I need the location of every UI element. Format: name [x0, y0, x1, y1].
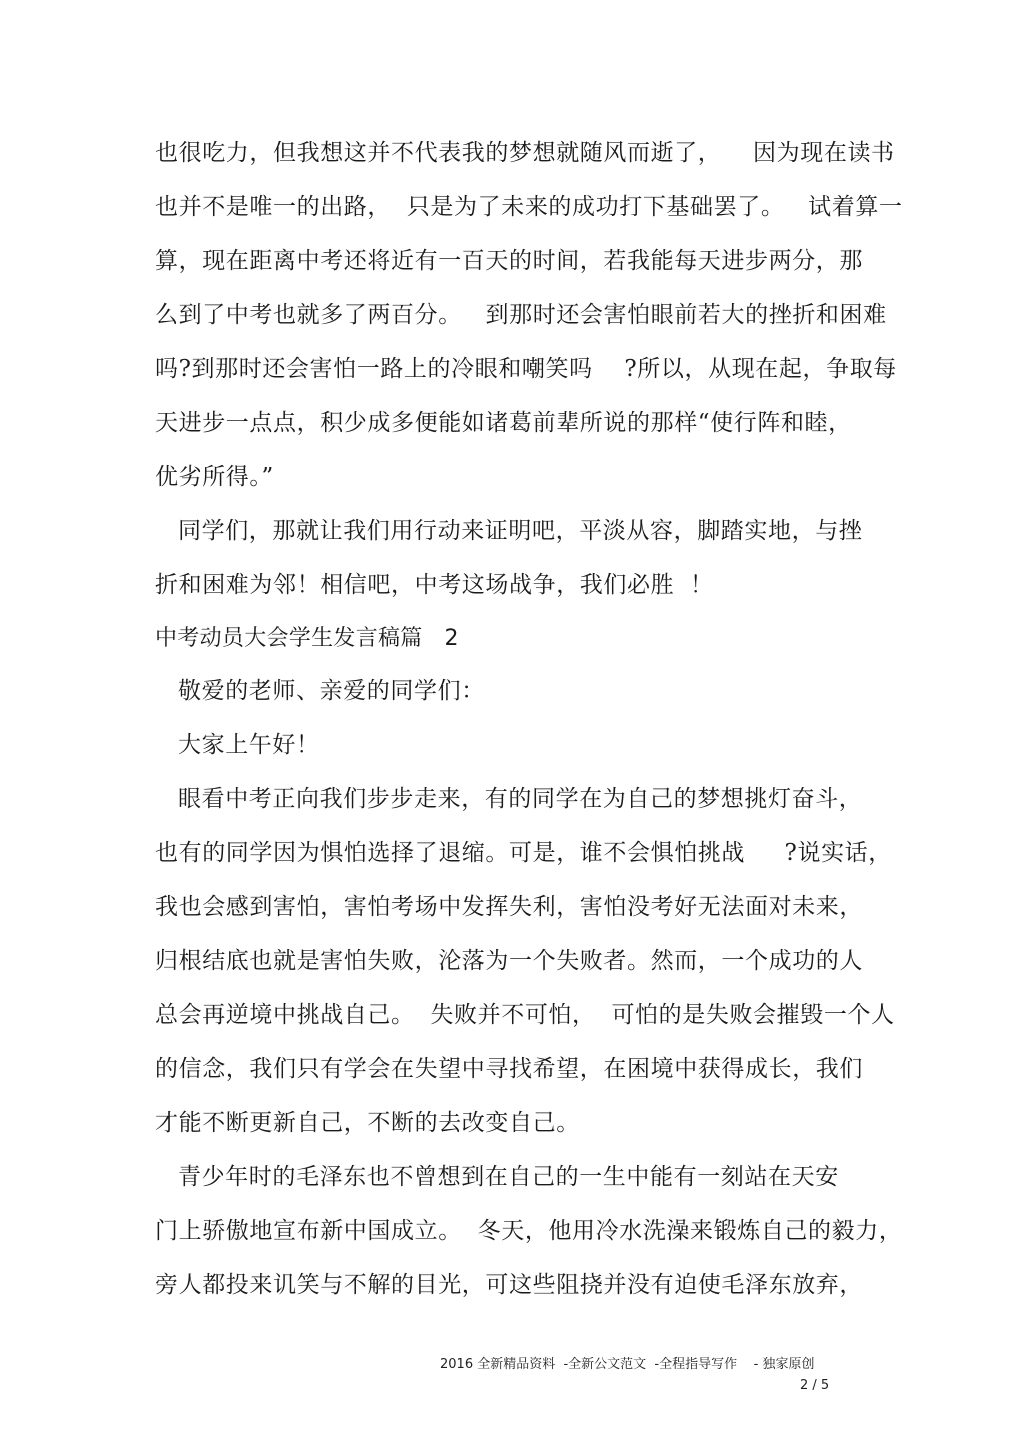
paragraph-line: 优劣所得。”: [155, 464, 274, 490]
paragraph-line: 也有的同学因为惧怕选择了退缩。可是，谁不会惧怕挑战 ?说实话，: [155, 840, 892, 866]
section-heading: 中考动员大会学生发言稿篇 2: [155, 626, 459, 651]
paragraph-line: 门上骄傲地宣布新中国成立。 冬天，他用冷水洗澡来锻炼自己的毅力，: [155, 1218, 903, 1244]
paragraph-line: 青少年时的毛泽东也不曾想到在自己的一生中能有一刻站在天安: [178, 1164, 839, 1190]
paragraph-line: 归根结底也就是害怕失败，沦落为一个失败者。然而，一个成功的人: [155, 948, 863, 974]
page-number: 2 / 5: [800, 1378, 830, 1393]
paragraph-line: 折和困难为邻！相信吧，中考这场战争，我们必胜 ！: [155, 572, 714, 598]
footer-banner: 2016 全新精品资料 -全新公文范文 -全程指导写作 - 独家原创: [440, 1357, 815, 1372]
paragraph-line: 总会再逆境中挑战自己。 失败并不可怕， 可怕的是失败会摧毁一个人: [155, 1002, 895, 1028]
paragraph-line: 同学们，那就让我们用行动来证明吧，平淡从容，脚踏实地，与挫: [178, 518, 863, 544]
salutation-line: 敬爱的老师、亲爱的同学们：: [178, 678, 485, 704]
paragraph-line: 眼看中考正向我们步步走来，有的同学在为自己的梦想挑灯奋斗，: [178, 786, 863, 812]
paragraph-line: 才能不断更新自己，不断的去改变自己。: [155, 1110, 580, 1136]
paragraph-line: 么到了中考也就多了两百分。 到那时还会害怕眼前若大的挫折和困难: [155, 302, 887, 328]
paragraph-line: 也并不是唯一的出路， 只是为了未来的成功打下基础罢了。 试着算一: [155, 194, 903, 220]
paragraph-line: 的信念，我们只有学会在失望中寻找希望，在困境中获得成长，我们: [155, 1056, 863, 1082]
paragraph-line: 旁人都投来讥笑与不解的目光，可这些阻挠并没有迫使毛泽东放弃，: [155, 1272, 863, 1298]
paragraph-line: 天进步一点点，积少成多便能如诸葛前辈所说的那样“使行阵和睦，: [155, 410, 852, 436]
paragraph-line: 我也会感到害怕，害怕考场中发挥失利，害怕没考好无法面对未来，: [155, 894, 863, 920]
paragraph-line: 吗?到那时还会害怕一路上的冷眼和嘲笑吗 ?所以，从现在起，争取每: [155, 356, 897, 382]
paragraph-line: 也很吃力，但我想这并不代表我的梦想就随风而逝了， 因为现在读书: [155, 140, 895, 166]
paragraph-line: 算，现在距离中考还将近有一百天的时间，若我能每天进步两分，那: [155, 248, 863, 274]
greeting-line: 大家上午好！: [178, 732, 320, 758]
